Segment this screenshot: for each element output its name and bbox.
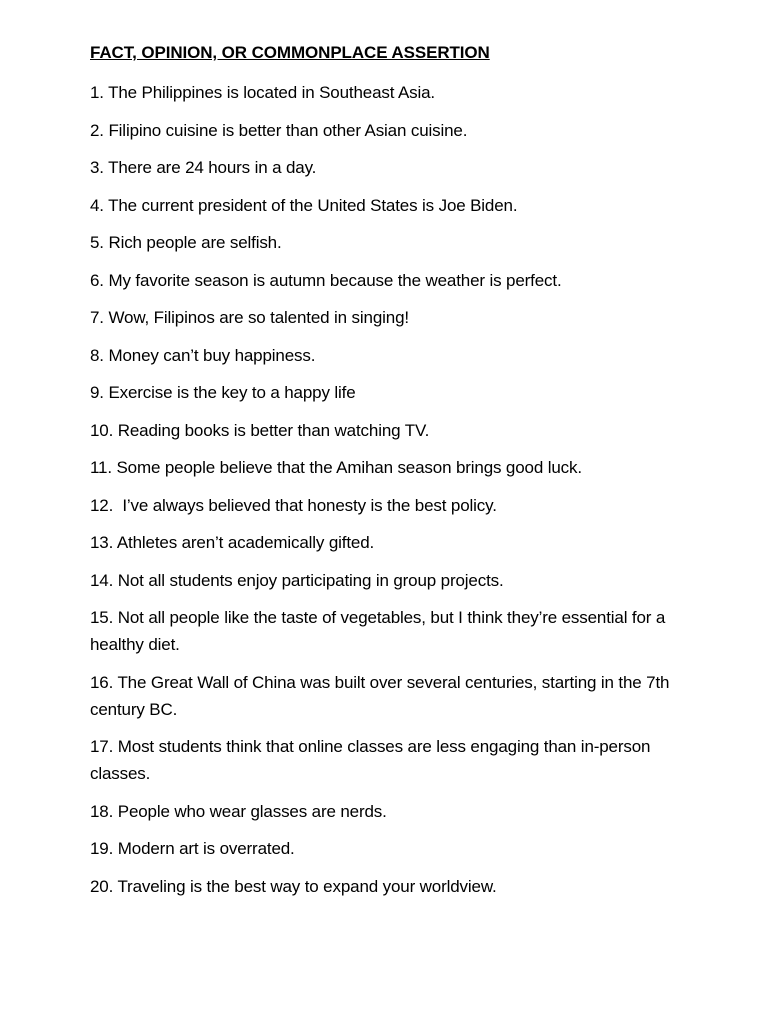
- document-page: [90, 41, 680, 910]
- statement-item: 12. I’ve always believed that honesty is the best policy.: [90, 495, 497, 515]
- statement-item: 3. There are 24 hours in a day.: [90, 158, 317, 177]
- statement-item: 1. The Philippines is located in Southeast Asia.: [90, 83, 435, 102]
- statement-list: [90, 79, 680, 900]
- statement-item: 16. The Great Wall of China was built over several centuries, starting in the 7th century BC.: [90, 672, 674, 719]
- statement-item: 15. Not all people like the taste of vegetables, but I think they’re essential for a healthy diet.: [90, 608, 670, 654]
- statement-item: 14. Not all students enjoy participating in group projects.: [90, 570, 504, 590]
- statement-item: 4. The current president of the United States is Joe Biden.: [90, 195, 518, 215]
- statement-item: 6. My favorite season is autumn because the weather is perfect.: [90, 270, 562, 290]
- statement-item: 10. Reading books is better than watching TV.: [90, 420, 430, 440]
- statement-item: 13. Athletes aren’t academically gifted.: [90, 533, 375, 552]
- statement-item: 20. Traveling is the best way to expand your worldview.: [90, 876, 497, 896]
- statement-item: 11. Some people believe that the Amihan season brings good luck.: [90, 458, 582, 477]
- document-title: FACT, OPINION, OR COMMONPLACE ASSERTION: [90, 43, 490, 62]
- statement-item: 2. Filipino cuisine is better than other Asian cuisine.: [90, 120, 468, 140]
- statement-item: 7. Wow, Filipinos are so talented in singing!: [90, 308, 409, 327]
- statement-item: 9. Exercise is the key to a happy life: [90, 383, 356, 402]
- statement-item: 18. People who wear glasses are nerds.: [90, 801, 387, 821]
- statement-item: 19. Modern art is overrated.: [90, 839, 295, 858]
- statement-item: 17. Most students think that online classes are less engaging than in-person classes.: [90, 737, 655, 783]
- statement-item: 8. Money can’t buy happiness.: [90, 345, 316, 365]
- statement-item: 5. Rich people are selfish.: [90, 233, 282, 252]
